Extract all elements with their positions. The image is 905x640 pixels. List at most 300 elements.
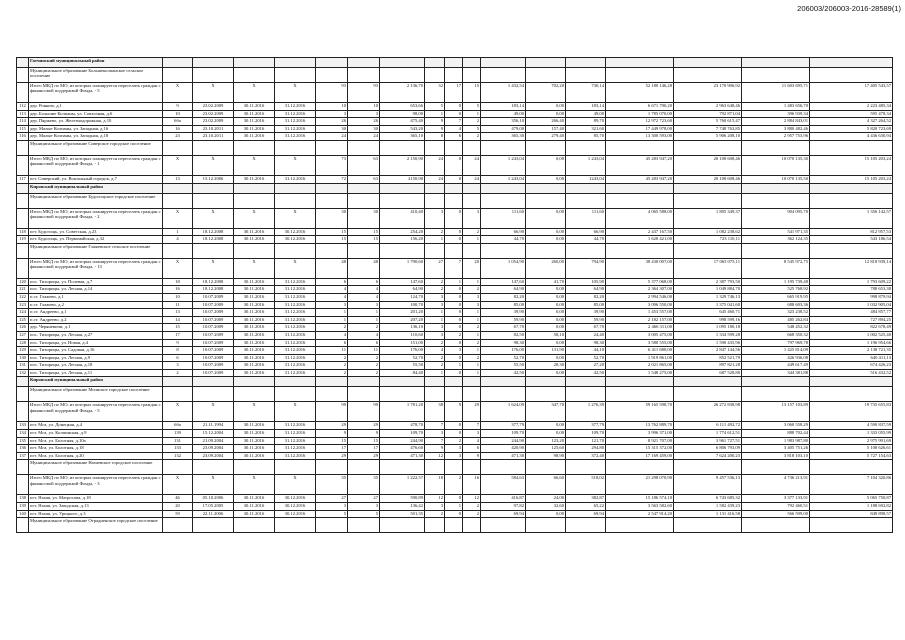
empty-cell [606, 140, 674, 155]
value-cell: 0 [445, 175, 463, 183]
value-cell: 85,00 [566, 301, 606, 309]
empty-cell [380, 243, 425, 258]
table-row [17, 445, 893, 453]
value-cell: 2 [425, 339, 445, 347]
address-cell: пос. Тихорицы, ул. Лесная, д.18 [29, 362, 163, 370]
empty-cell [674, 140, 742, 155]
value-cell: 24,00 [526, 495, 566, 503]
value-cell: 97,82 [481, 503, 526, 511]
value-cell: 266,40 [526, 118, 566, 126]
row-number-cell [17, 518, 29, 533]
value-cell: 3 [348, 110, 380, 118]
value-cell: 18 [425, 475, 445, 495]
value-cell: 645 460,71 [674, 309, 742, 317]
value-cell: 31.12.2016 [275, 437, 316, 445]
value-cell: 687 528,80 [674, 369, 742, 377]
value-cell: 31.12.2016 [275, 324, 316, 332]
value-cell: 2 963 648,46 [674, 103, 742, 111]
value-cell: 0,00 [526, 510, 566, 518]
empty-cell [425, 58, 445, 68]
address-cell: пгт. Сиверский, ул. Вокзальный городок, д.7 [29, 175, 163, 183]
value-cell: 6 [348, 339, 380, 347]
value-cell: 543 186,54 [810, 236, 893, 244]
value-cell: X [193, 208, 234, 228]
empty-cell [742, 460, 810, 475]
value-cell: 105,90 [566, 278, 606, 286]
value-cell: 3 [425, 324, 445, 332]
empty-cell [163, 193, 193, 208]
row-number: 128 [17, 339, 29, 347]
empty-cell [481, 387, 526, 402]
address-cell: пос. Тихорицы, ул. Лесная, д.14 [29, 286, 163, 294]
value-cell: 2 387 793,50 [674, 278, 742, 286]
value-cell: 44,70 [566, 236, 606, 244]
value-cell: X [193, 155, 234, 175]
value-cell: 15 [348, 228, 380, 236]
value-cell: 84,40 [380, 369, 425, 377]
value-cell: X [234, 475, 275, 495]
value-cell: 42,50 [566, 369, 606, 377]
value-cell: 63 [348, 155, 380, 175]
value-cell: 797 969,78 [742, 339, 810, 347]
value-cell: 27,20 [566, 362, 606, 370]
value-cell: 6 [445, 133, 463, 141]
empty-cell [463, 518, 481, 533]
value-cell: 31.12.2016 [275, 125, 316, 133]
row-number: 113 [17, 110, 29, 118]
empty-cell [810, 193, 893, 208]
address-cell: дер. Малые Колпаны, ул. Западная, д.16 [29, 125, 163, 133]
value-cell: 10.07.2009 [193, 369, 234, 377]
value-cell: 3 [425, 293, 445, 301]
value-cell: 27 [316, 495, 348, 503]
value-cell: 5 906 208,10 [674, 133, 742, 141]
value-cell: 6 671 790,20 [606, 103, 674, 111]
value-cell: X [193, 475, 234, 495]
value-cell: 4 736 213,91 [742, 475, 810, 495]
value-cell: 24 [463, 155, 481, 175]
value-cell: 1 983 987,80 [742, 437, 810, 445]
table-row [17, 510, 893, 518]
address-cell: пгт. Мга, ул. Болотная, д.10а [29, 437, 163, 445]
value-cell: 1 [163, 228, 193, 236]
value-cell: 0,00 [526, 236, 566, 244]
empty-cell [463, 460, 481, 475]
empty-cell [275, 518, 316, 533]
value-cell: 7 [445, 258, 463, 278]
empty-cell [463, 387, 481, 402]
address-cell: дер. Черяневичи, д.1 [29, 324, 163, 332]
value-cell: 484 857,77 [810, 309, 893, 317]
value-cell: 2 [348, 362, 380, 370]
value-cell: 23.09.2004 [193, 452, 234, 460]
table-row [17, 293, 893, 301]
value-cell: 10 [348, 103, 380, 111]
value-cell: 30.11.2016 [234, 510, 275, 518]
empty-cell [481, 460, 526, 475]
empty-cell [463, 58, 481, 68]
empty-cell [526, 58, 566, 68]
empty-cell [445, 460, 463, 475]
empty-cell [163, 183, 193, 193]
table-row [17, 286, 893, 294]
value-cell: 133 [163, 445, 193, 453]
value-cell: 39,90 [481, 309, 526, 317]
value-cell: 0 [445, 236, 463, 244]
table-row [17, 316, 893, 324]
value-cell: 17 065 075,11 [674, 258, 742, 278]
value-cell: 139 [163, 430, 193, 438]
empty-cell [234, 387, 275, 402]
empty-cell [275, 58, 316, 68]
value-cell: 131 [163, 437, 193, 445]
value-cell: 1 [463, 347, 481, 355]
municipality-name: Муниципальное образование Сиверское городское поселение [29, 140, 163, 155]
value-cell: 110,60 [380, 331, 425, 339]
table-row [17, 133, 893, 141]
empty-cell [526, 387, 566, 402]
value-cell: 46 [163, 495, 193, 503]
empty-cell [348, 243, 380, 258]
empty-cell [348, 377, 380, 387]
value-cell: 723 110,11 [674, 236, 742, 244]
empty-cell [566, 183, 606, 193]
table-row [17, 228, 893, 236]
value-cell: 8 [425, 133, 445, 141]
value-cell: 16 [163, 286, 193, 294]
value-cell: 30.11.2016 [234, 110, 275, 118]
value-cell: 0 [445, 354, 463, 362]
empty-cell [526, 460, 566, 475]
value-cell: 449 617,49 [742, 362, 810, 370]
address-cell: пгт. Назия, ул. Урицкого, д.3 [29, 510, 163, 518]
value-cell: 20 108 608,46 [674, 155, 742, 175]
value-cell: 30.12.2016 [275, 495, 316, 503]
value-cell: 44,70 [481, 236, 526, 244]
value-cell: 23 170 906,92 [674, 83, 742, 103]
value-cell: 294,80 [566, 445, 606, 453]
value-cell: X [163, 208, 193, 228]
empty-cell [348, 193, 380, 208]
value-cell: 66,60 [526, 475, 566, 495]
value-cell: 3 [316, 110, 348, 118]
value-cell: 15 [163, 324, 193, 332]
value-cell: 1 590 435,96 [674, 339, 742, 347]
municipality-name: Муниципальное образование Глажевское сельское поселение [29, 243, 163, 258]
value-cell: 416,87 [481, 495, 526, 503]
row-number: 133 [17, 422, 29, 430]
empty-cell [316, 58, 348, 68]
value-cell: 541 971,35 [742, 228, 810, 236]
empty-cell [481, 243, 526, 258]
value-cell: 0 [445, 155, 463, 175]
value-cell: 69,94 [481, 510, 526, 518]
value-cell: X [234, 155, 275, 175]
value-cell: 29 [348, 422, 380, 430]
value-cell: 9 [463, 452, 481, 460]
value-cell: 31.12.2016 [275, 309, 316, 317]
value-cell: 1 919 861,00 [606, 354, 674, 362]
empty-cell [380, 518, 425, 533]
value-cell: 3 [445, 445, 463, 453]
value-cell: X [163, 402, 193, 422]
value-cell: 2 [316, 369, 348, 377]
value-cell: 1 [463, 316, 481, 324]
value-cell: 30.11.2016 [234, 286, 275, 294]
table-row [17, 278, 893, 286]
row-number [17, 258, 29, 278]
value-cell: 1 082 238,62 [674, 228, 742, 236]
value-cell: 12 818 939,14 [810, 258, 893, 278]
row-number: 139 [17, 503, 29, 511]
value-cell: 3 405 751,26 [742, 445, 810, 453]
value-cell: 48 [316, 258, 348, 278]
value-cell: X [163, 83, 193, 103]
table-row [17, 103, 893, 111]
value-cell: 22.11.2006 [193, 510, 234, 518]
empty-cell [566, 58, 606, 68]
value-cell: 31.12.2016 [275, 118, 316, 126]
value-cell: 17 169 459,00 [606, 452, 674, 460]
value-cell: 1 781,20 [380, 402, 425, 422]
empty-cell [481, 140, 526, 155]
empty-cell [445, 377, 463, 387]
value-cell: 125,60 [526, 445, 566, 453]
value-cell: X [193, 83, 234, 103]
value-cell: 6 [348, 278, 380, 286]
value-cell: 17 405 543,57 [810, 83, 893, 103]
value-cell: 5 [463, 103, 481, 111]
value-cell: 157,40 [526, 125, 566, 133]
value-cell: 26 [348, 118, 380, 126]
value-cell: 0 [445, 228, 463, 236]
value-cell: 2 [463, 286, 481, 294]
empty-cell [606, 377, 674, 387]
value-cell: 7 [425, 422, 445, 430]
value-cell: 396 939,34 [742, 110, 810, 118]
value-cell: 3 [425, 430, 445, 438]
table-row [17, 236, 893, 244]
empty-cell [193, 377, 234, 387]
value-cell: 31.12.2016 [275, 293, 316, 301]
value-cell: 849 898,57 [810, 510, 893, 518]
value-cell: 100,70 [380, 301, 425, 309]
value-cell: 136,10 [380, 324, 425, 332]
district-row [17, 58, 893, 68]
row-number: 116 [17, 133, 29, 141]
address-cell: дер. Малые Колпаны, ул. Западная, д.18 [29, 133, 163, 141]
value-cell: 132 [163, 452, 193, 460]
empty-cell [445, 518, 463, 533]
value-cell: 6 [316, 339, 348, 347]
value-cell: 52 180 146,28 [606, 83, 674, 103]
value-cell: 17 [348, 445, 380, 453]
empty-cell [163, 243, 193, 258]
empty-cell [348, 387, 380, 402]
value-cell: 730,14 [566, 83, 606, 103]
value-cell: X [275, 155, 316, 175]
value-cell: 1 049 884,70 [674, 286, 742, 294]
value-cell: 32,60 [526, 503, 566, 511]
empty-cell [674, 58, 742, 68]
empty-cell [163, 58, 193, 68]
value-cell: 0,00 [526, 430, 566, 438]
value-cell: 72 [316, 175, 348, 183]
value-cell: 2 [463, 354, 481, 362]
value-cell: 73 [316, 155, 348, 175]
value-cell: 1 [425, 309, 445, 317]
value-cell: 4 [425, 347, 445, 355]
value-cell: X [234, 402, 275, 422]
value-cell: 30 [316, 208, 348, 228]
value-cell: X [163, 258, 193, 278]
value-cell: 207,20 [380, 316, 425, 324]
empty-cell [526, 68, 566, 83]
value-cell: 23.09.2004 [193, 445, 234, 453]
value-cell: 3 [316, 503, 348, 511]
value-cell: X [163, 155, 193, 175]
value-cell: 17 [316, 445, 348, 453]
value-cell: 0 [445, 301, 463, 309]
value-cell: 66,90 [481, 228, 526, 236]
value-cell: 82,20 [566, 293, 606, 301]
empty-cell [234, 183, 275, 193]
table-row [17, 339, 893, 347]
value-cell: 26 272 838,98 [674, 402, 742, 422]
empty-cell [193, 460, 234, 475]
value-cell: 10 [163, 293, 193, 301]
total-row [17, 258, 893, 278]
value-cell: 9 [316, 430, 348, 438]
value-cell: 176,00 [380, 347, 425, 355]
value-cell: 16 [463, 475, 481, 495]
value-cell: 1 356 142,57 [810, 208, 893, 228]
municipality-row [17, 243, 893, 258]
row-number: 114 [17, 118, 29, 126]
value-cell: 2 138 721,35 [810, 347, 893, 355]
empty-cell [316, 68, 348, 83]
value-cell: 15 105 203,24 [810, 155, 893, 175]
empty-cell [742, 183, 810, 193]
value-cell: 0 [445, 316, 463, 324]
value-cell: 12 [425, 495, 445, 503]
value-cell: 2 437 167,50 [606, 228, 674, 236]
value-cell: 15 [316, 228, 348, 236]
empty-cell [425, 68, 445, 83]
empty-cell [674, 460, 742, 475]
value-cell: 98,00 [380, 110, 425, 118]
address-cell: пгт. Мга, ул. Колпинская, д.9 [29, 430, 163, 438]
value-cell: 89,70 [566, 118, 606, 126]
value-cell: 85,70 [566, 133, 606, 141]
value-cell: 688 603,36 [742, 301, 810, 309]
value-cell: 29 [348, 452, 380, 460]
value-cell: 1 222,57 [380, 475, 425, 495]
empty-cell [316, 460, 348, 475]
value-cell: 4 436 630,94 [810, 133, 893, 141]
value-cell: 1 243,04 [481, 155, 526, 175]
empty-cell [425, 183, 445, 193]
row-number [17, 155, 29, 175]
value-cell: 8 545 972,75 [742, 258, 810, 278]
total-label: Итого МКД по МО, из которых планируется переселить граждан с финансовой поддержкой Фонда, - 1 [29, 155, 163, 175]
value-cell: 109,70 [380, 430, 425, 438]
value-cell: 23.10.2011 [193, 125, 234, 133]
value-cell: 6 411 680,00 [606, 347, 674, 355]
value-cell: 727 894,25 [810, 316, 893, 324]
district-name: Кировский муниципальный район [29, 377, 163, 387]
value-cell: X [275, 83, 316, 103]
value-cell: 1243,04 [566, 175, 606, 183]
value-cell: 18.12.2008 [193, 278, 234, 286]
value-cell: 0,00 [526, 175, 566, 183]
value-cell: 15.12.2004 [193, 430, 234, 438]
value-cell: 93 [316, 83, 348, 103]
empty-cell [316, 193, 348, 208]
value-cell: 29 [316, 422, 348, 430]
value-cell: 30.11.2016 [234, 369, 275, 377]
table-row [17, 354, 893, 362]
value-cell: 1 032 905,04 [810, 301, 893, 309]
empty-cell [425, 193, 445, 208]
empty-cell [810, 460, 893, 475]
empty-cell [193, 193, 234, 208]
row-number: 135 [17, 437, 29, 445]
empty-cell [316, 377, 348, 387]
value-cell: 1 [463, 362, 481, 370]
empty-cell [163, 518, 193, 533]
value-cell: 52,70 [481, 354, 526, 362]
value-cell: 501,35 [380, 510, 425, 518]
value-cell: 12 [425, 452, 445, 460]
value-cell: 31.12.2016 [275, 339, 316, 347]
empty-cell [380, 377, 425, 387]
value-cell: 1 [463, 236, 481, 244]
municipality-name: Муниципальное образование Будогощское городское поселение [29, 193, 163, 208]
empty-cell [193, 58, 234, 68]
empty-cell [810, 387, 893, 402]
value-cell: 121,70 [566, 437, 606, 445]
value-cell: 794,90 [566, 258, 606, 278]
value-cell: 21 298 070,90 [606, 475, 674, 495]
value-cell: 38 430 007,00 [606, 258, 674, 278]
empty-cell [674, 243, 742, 258]
address-cell: пгт. Мга, ул. Болотная, д.18 [29, 445, 163, 453]
municipality-name: Муниципальное образование Отрадненское городское поселение [29, 518, 163, 533]
value-cell: X [275, 208, 316, 228]
value-cell: 3 [463, 293, 481, 301]
row-number: 126 [17, 324, 29, 332]
municipality-row [17, 518, 893, 533]
value-cell: 420,90 [481, 445, 526, 453]
value-cell: 131,90 [526, 347, 566, 355]
value-cell: 2 [348, 354, 380, 362]
value-cell: 1 [445, 278, 463, 286]
value-cell: X [275, 402, 316, 422]
value-cell: 3 [425, 301, 445, 309]
empty-cell [316, 518, 348, 533]
address-cell: пос. Тихорицы, ул. Полевая, д.7 [29, 278, 163, 286]
address-cell: дер. Ронкою, д.1 [29, 103, 163, 111]
value-cell: 31.12.2016 [275, 422, 316, 430]
address-cell: пгт. Будогощь, ул. Советская, д.23 [29, 228, 163, 236]
value-cell: 347,70 [526, 402, 566, 422]
empty-cell [316, 140, 348, 155]
value-cell: 2 223 485,34 [810, 103, 893, 111]
value-cell: 15 105 203,24 [810, 175, 893, 183]
table-row [17, 125, 893, 133]
value-cell: 998 879,94 [810, 293, 893, 301]
